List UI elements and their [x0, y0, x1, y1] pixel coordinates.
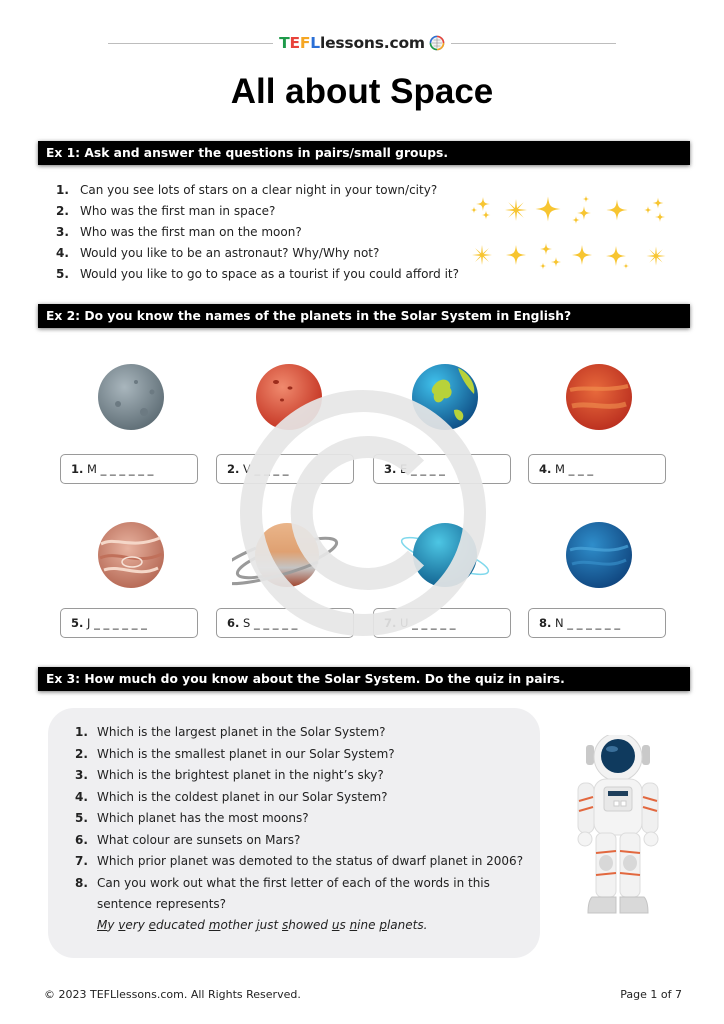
venus-planet-image: [254, 362, 324, 432]
earth-planet-image: [410, 362, 480, 432]
astronaut-image: [568, 735, 668, 925]
brand-letter-l: L: [310, 34, 320, 52]
list-item: 1. Can you see lots of stars on a clear night in your town/city?: [56, 183, 438, 197]
answer-box-7[interactable]: 7. U _ _ _ _ _: [373, 608, 511, 638]
globe-icon: [429, 35, 445, 51]
neptune-planet-image: [564, 520, 634, 590]
list-item: 6. What colour are sunsets on Mars?: [75, 832, 301, 847]
uranus-planet-image: [398, 520, 492, 590]
divider-right: [451, 43, 616, 44]
brand-logo: [273, 34, 451, 52]
brand-letter-f: F: [299, 34, 311, 52]
list-item: 8. Can you work out what the first letter of each of the words in this sentence represents?: [75, 875, 490, 911]
mercury-planet-image: [96, 362, 166, 432]
ex3-question-list: [75, 722, 523, 916]
mnemonic-sentence: My very educated mother just showed us nine planets.: [97, 918, 428, 932]
divider-left: [108, 43, 273, 44]
list-item: 5. Which planet has the most moons?: [75, 811, 309, 825]
brand-letter-e: E: [289, 34, 300, 52]
ex1-heading: Ex 1: Ask and answer the questions in pairs/small groups.: [38, 141, 690, 165]
ex1-question-list: [56, 180, 459, 285]
list-item: 4. Which is the coldest planet in our Solar System?: [75, 789, 388, 804]
brand-letter-t: T: [279, 34, 290, 52]
list-item: 4. Would you like to be an astronaut? Why/Why not?: [56, 246, 380, 260]
list-item: 5. Would you like to go to space as a tourist if you could afford it?: [56, 267, 459, 281]
list-item: 2. Which is the smallest planet in our Solar System?: [75, 746, 395, 761]
brand-text: lessons.com: [319, 34, 425, 52]
answer-box-1[interactable]: 1. M _ _ _ _ _ _: [60, 454, 198, 484]
jupiter-planet-image: [96, 520, 166, 590]
list-item: 2. Who was the first man in space?: [56, 204, 276, 218]
answer-box-3[interactable]: 3. E _ _ _ _: [373, 454, 511, 484]
list-item: 3. Which is the brightest planet in the night’s sky?: [75, 768, 384, 782]
list-item: 1. Which is the largest planet in the Solar System?: [75, 725, 386, 739]
answer-box-6[interactable]: 6. S _ _ _ _ _: [216, 608, 354, 638]
ex2-heading: Ex 2: Do you know the names of the planets in the Solar System in English?: [38, 304, 690, 328]
footer-copyright: © 2023 TEFLlessons.com. All Rights Reserved.: [44, 988, 301, 1001]
answer-box-8[interactable]: 8. N _ _ _ _ _ _: [528, 608, 666, 638]
sparkle-stars-icon: [466, 193, 676, 273]
answer-box-4[interactable]: 4. M _ _ _: [528, 454, 666, 484]
list-item: 3. Who was the first man on the moon?: [56, 225, 302, 239]
answer-box-2[interactable]: 2. V _ _ _ _: [216, 454, 354, 484]
ex3-heading: Ex 3: How much do you know about the Solar System. Do the quiz in pairs.: [38, 667, 690, 691]
brand-header: [108, 33, 616, 53]
list-item: 7. Which prior planet was demoted to the status of dwarf planet in 2006?: [75, 854, 524, 868]
saturn-planet-image: [232, 520, 342, 590]
footer-page-number: Page 1 of 7: [620, 988, 682, 1001]
answer-box-5[interactable]: 5. J _ _ _ _ _ _: [60, 608, 198, 638]
mars-planet-image: [564, 362, 634, 432]
page-title: All about Space: [230, 72, 494, 111]
